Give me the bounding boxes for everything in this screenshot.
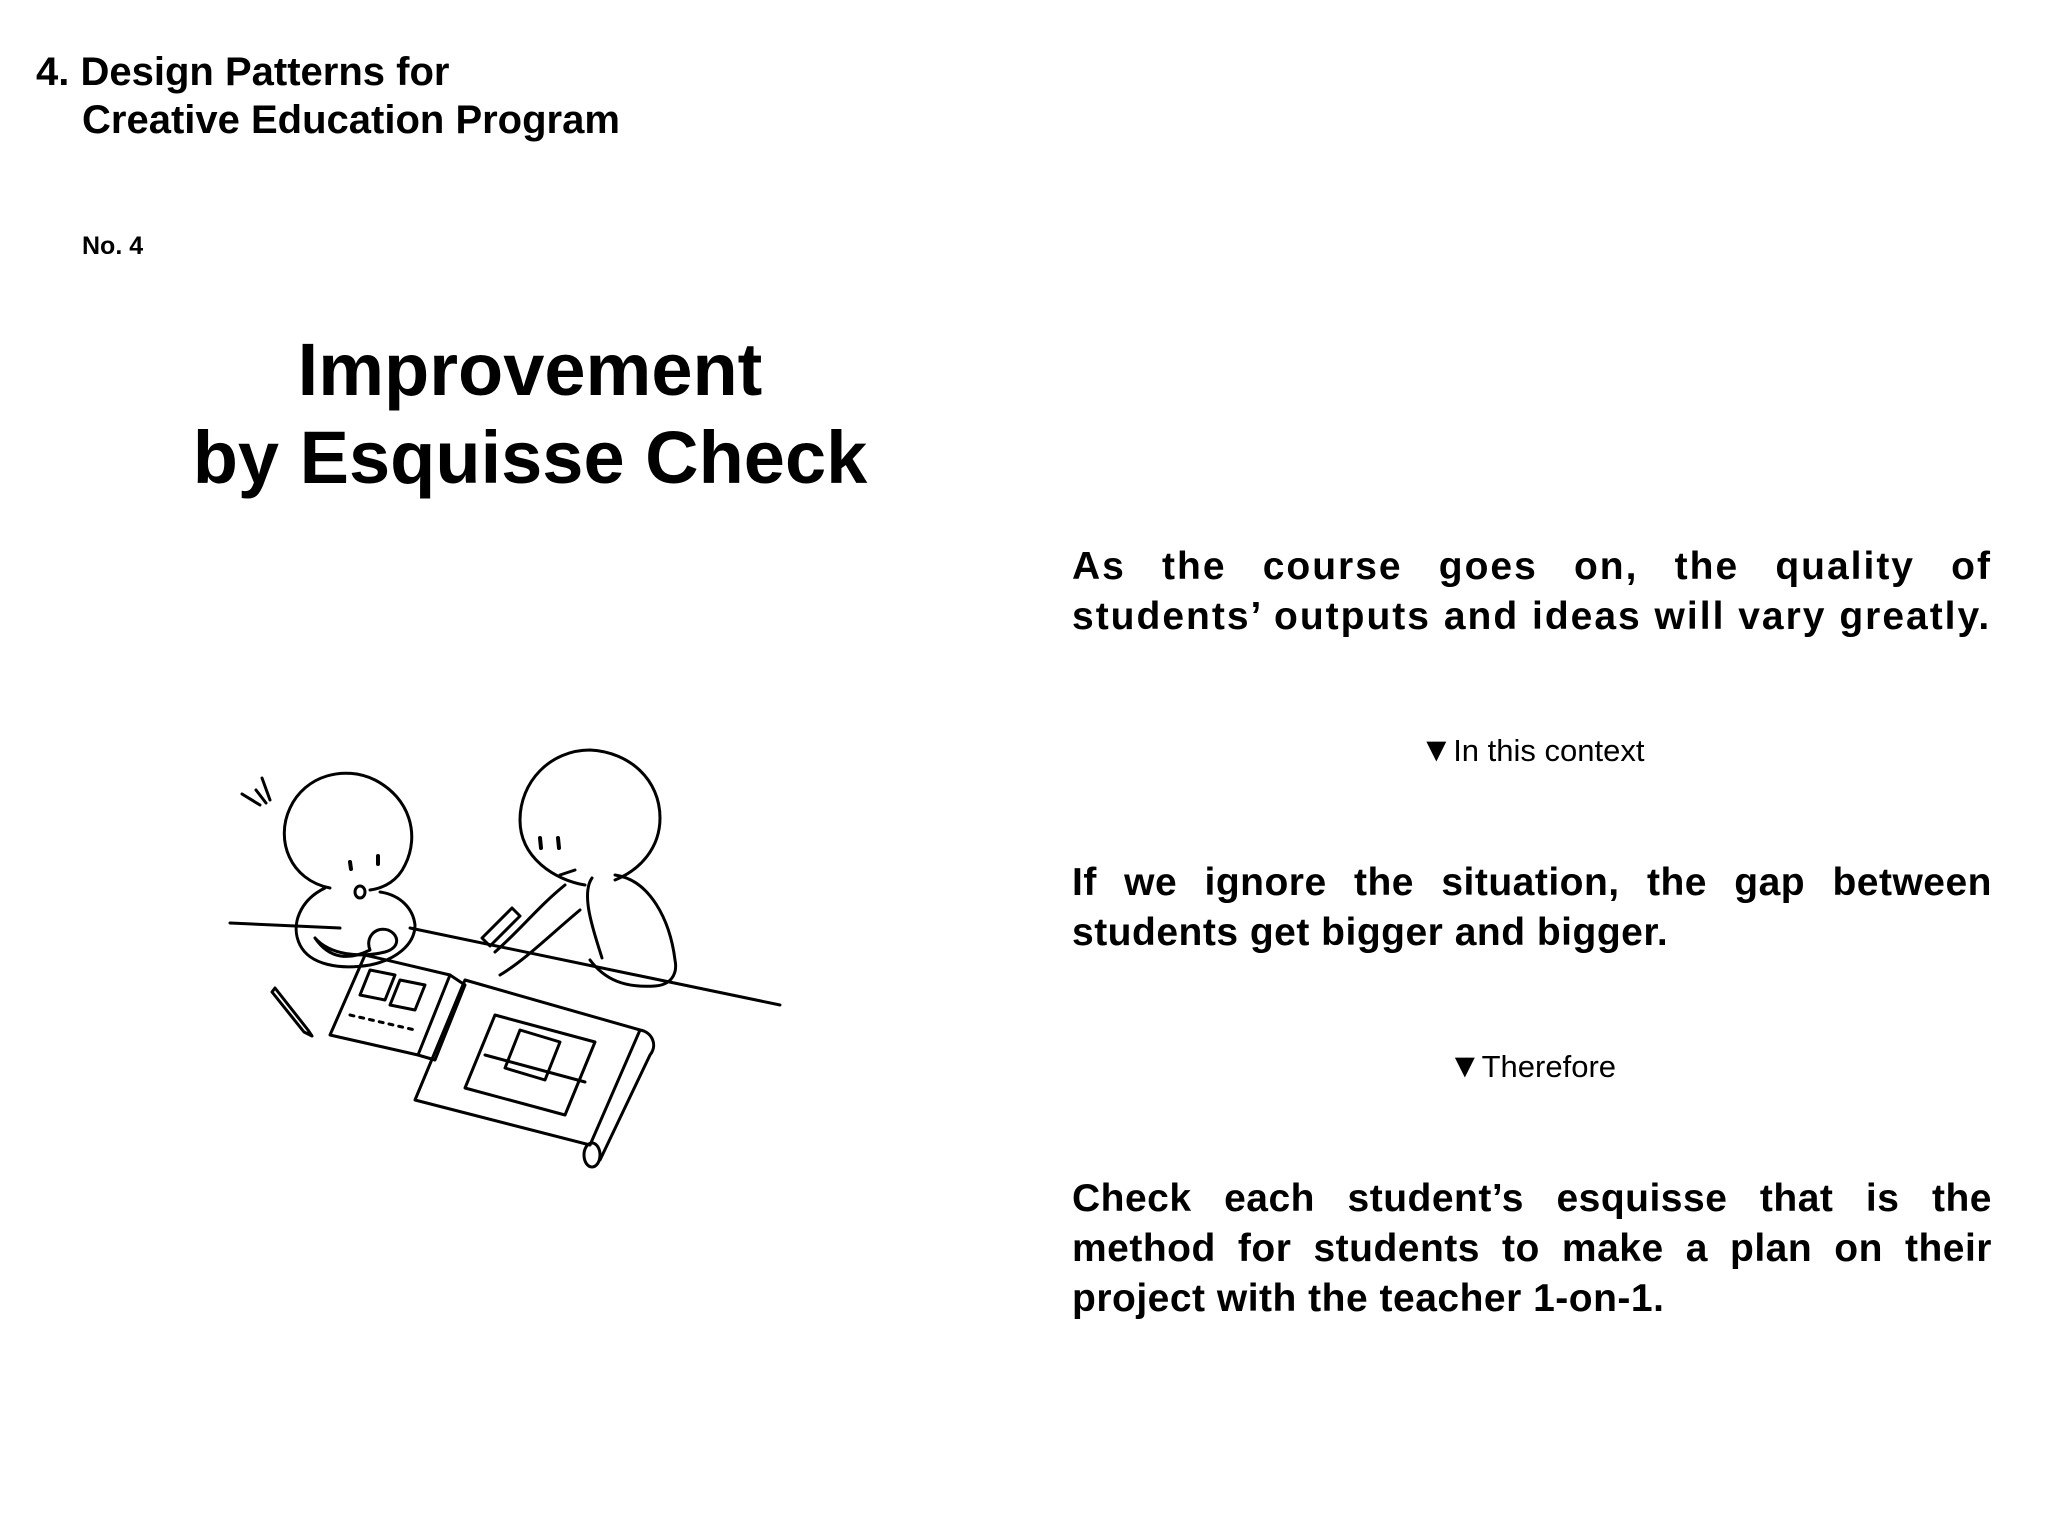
table-edge (230, 923, 340, 928)
section-heading-line2: Creative Education Program (82, 98, 620, 142)
student-mouth (355, 886, 365, 898)
sheet-roll-end (584, 1143, 600, 1167)
teacher-pen (482, 908, 520, 946)
down-triangle-icon: ▼ (1447, 1047, 1482, 1085)
solution-statement: Check each student’s esquisse that is the method for students to make a plan on their project with the teacher 1-on-1. (1072, 1177, 1992, 1320)
pattern-title (130, 326, 930, 502)
surprise-mark (256, 790, 266, 803)
drawing-sheet (415, 980, 640, 1145)
connector-in-this-context (1072, 730, 1992, 771)
connector-therefore (1072, 1046, 1992, 1087)
surprise-mark (262, 778, 270, 800)
teacher-student-illustration (220, 730, 800, 1180)
context-statement: As the course goes on, the quality of students’ outputs and ideas will vary greatly. (1072, 545, 1992, 638)
pattern-title-line2: by Esquisse Check (192, 416, 868, 499)
problem-statement: If we ignore the situation, the gap between students get bigger and bigger. (1072, 861, 1992, 954)
student-arm (315, 929, 397, 956)
notebook-lines (350, 1015, 415, 1030)
student-eye (350, 862, 351, 869)
sheet-plan (465, 1015, 595, 1115)
notebook-sketch (360, 970, 395, 1000)
connector-label: Therefore (1481, 1049, 1617, 1084)
pencil (272, 988, 312, 1036)
notebook-sketch (390, 980, 425, 1010)
sheet-roll (600, 1030, 654, 1160)
connector-label: In this context (1453, 733, 1645, 768)
pattern-number: No. 4 (82, 232, 144, 260)
teacher-head (520, 750, 660, 885)
section-heading (36, 48, 620, 144)
section-heading-line1: 4. Design Patterns for (36, 50, 450, 94)
down-triangle-icon: ▼ (1419, 731, 1454, 769)
student-head (284, 773, 411, 890)
teacher-arm (495, 885, 565, 952)
teacher-arm (500, 910, 580, 975)
teacher-mouth (560, 870, 575, 875)
pattern-title-line1: Improvement (297, 328, 763, 411)
surprise-mark (242, 794, 260, 805)
teacher-eye (558, 838, 559, 848)
teacher-eye (540, 838, 541, 848)
teacher-back (587, 878, 602, 958)
